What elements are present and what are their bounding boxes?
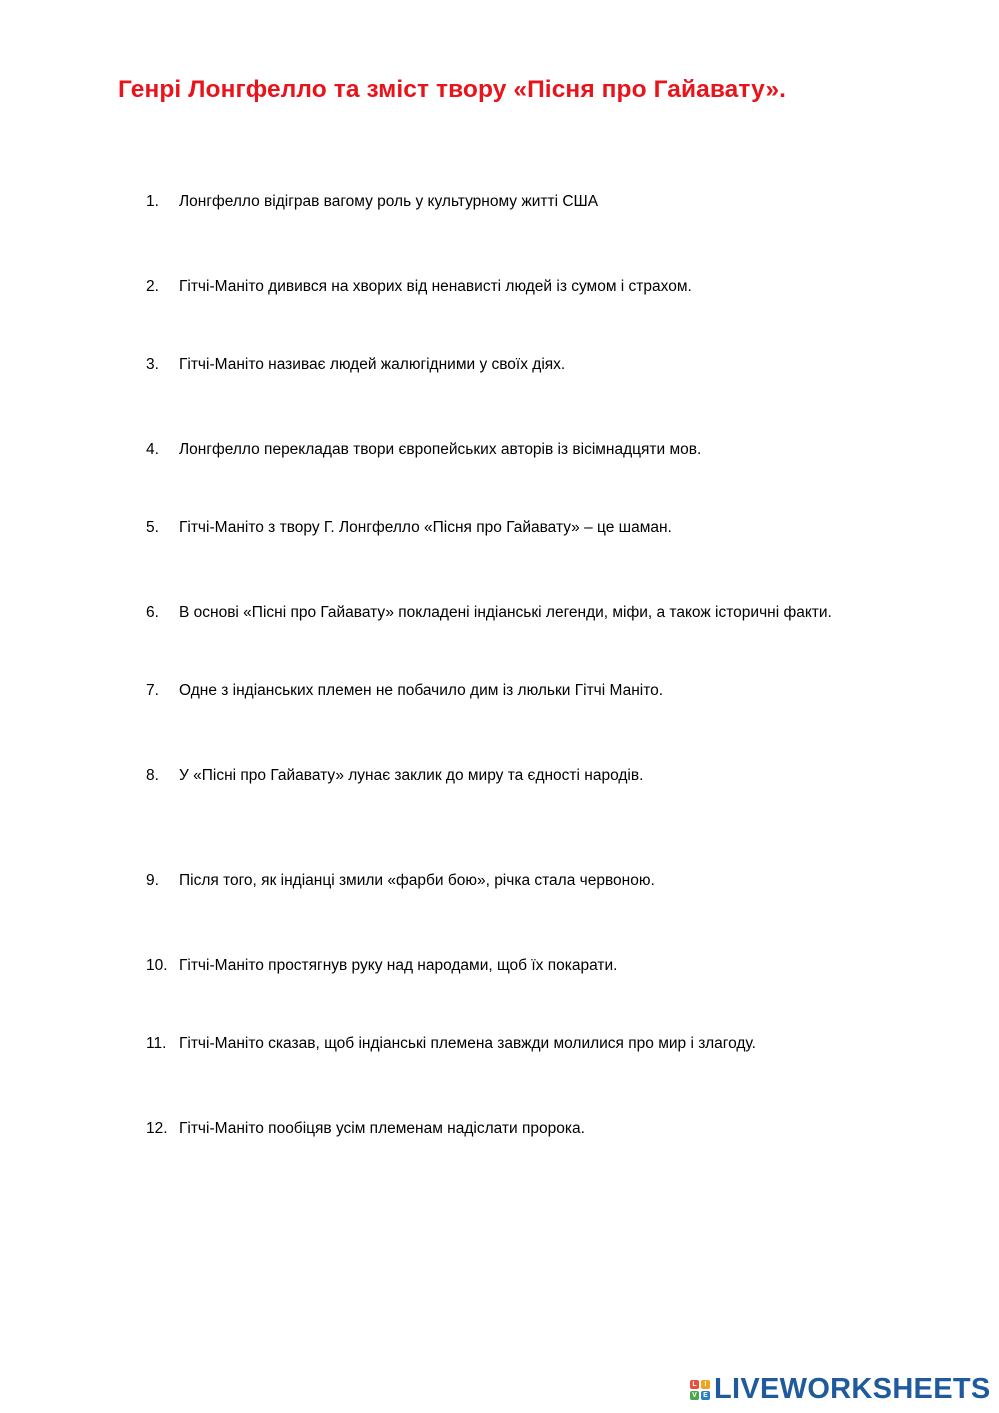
statement-item-1 [146, 192, 598, 212]
item-text: Гітчі-Маніто простягнув руку над народами, щоб їх покарати. [179, 957, 618, 974]
statement-item-8 [146, 766, 643, 786]
statement-item-3 [146, 355, 565, 375]
liveworksheets-logo-text: LIVEWORKSHEETS [714, 1373, 991, 1405]
item-text: Після того, як індіанці змили «фарби бою», річка стала червоною. [179, 872, 655, 889]
item-number: 6. [146, 604, 159, 621]
item-number: 3. [146, 356, 159, 373]
item-number: 8. [146, 767, 159, 784]
item-text: Гітчі-Маніто дивився на хворих від ненависті людей із сумом і страхом. [179, 278, 692, 295]
statement-item-2 [146, 277, 692, 297]
item-text: Гітчі-Маніто сказав, щоб індіанські племена завжди молилися про мир і злагоду. [179, 1035, 756, 1052]
logo-tile-l: L [690, 1380, 699, 1389]
statement-item-4 [146, 440, 701, 460]
item-text: Гітчі-Маніто пообіцяв усім племенам надіслати пророка. [179, 1120, 585, 1137]
item-number: 2. [146, 278, 159, 295]
logo-tile-i: I [701, 1380, 710, 1389]
item-number: 10. [146, 957, 168, 974]
logo-tile-e: E [701, 1391, 710, 1400]
logo-tile-v: V [690, 1391, 699, 1400]
item-text: Лонгфелло відіграв вагому роль у культурному житті США [179, 193, 599, 210]
item-text: У «Пісні про Гайавату» лунає заклик до миру та єдності народів. [179, 767, 644, 784]
statement-item-10 [146, 956, 617, 976]
statement-item-6 [146, 603, 832, 623]
item-number: 1. [146, 193, 159, 210]
item-number: 4. [146, 441, 159, 458]
statement-item-9 [146, 871, 655, 891]
item-number: 12. [146, 1120, 168, 1137]
item-number: 5. [146, 519, 159, 536]
item-number: 9. [146, 872, 159, 889]
liveworksheets-logo-icon [690, 1380, 710, 1400]
item-number: 11. [146, 1035, 167, 1052]
item-number: 7. [146, 682, 159, 699]
statement-item-7 [146, 681, 663, 701]
statement-item-5 [146, 518, 672, 538]
statement-item-11 [146, 1034, 756, 1054]
worksheet-title: Генрі Лонгфелло та зміст твору «Пісня про Гайавату». [118, 76, 787, 103]
item-text: В основі «Пісні про Гайавату» покладені індіанські легенди, міфи, а також історичні факти. [179, 604, 832, 621]
item-text: Лонгфелло перекладав твори європейських авторів із вісімнадцяти мов. [179, 441, 702, 458]
liveworksheets-logo[interactable] [690, 1373, 991, 1406]
statement-item-12 [146, 1119, 585, 1139]
item-text: Одне з індіанських племен не побачило дим із люльки Гітчі Маніто. [179, 682, 664, 699]
item-text: Гітчі-Маніто називає людей жалюгідними у своїх діях. [179, 356, 566, 373]
item-text: Гітчі-Маніто з твору Г. Лонгфелло «Пісня про Гайавату» – це шаман. [179, 519, 672, 536]
